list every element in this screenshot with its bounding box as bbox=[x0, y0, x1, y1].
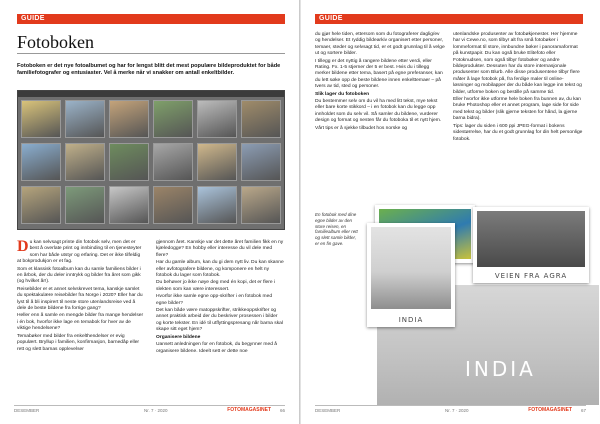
photo-thumbnail[interactable] bbox=[153, 100, 193, 138]
body-paragraph: Uansett anledningen for en fotobok, du begynner med å organisere bildene. Ideelt sett er dette noe bbox=[156, 342, 277, 354]
body-paragraph: Eller hvorfor ikke utforme hele boken fra bunnen av, du kan bruke Photoshop eller et annet program, lage side for side med tekst og bilder (slik gjerne teksten for hånd, la gjerne barna bidra). bbox=[453, 97, 581, 122]
body-column-1 bbox=[17, 240, 145, 354]
photo-thumbnail[interactable] bbox=[109, 143, 149, 181]
body-paragraph: Tips: lager du siden i 600 ppi JPEG-format i bokens sidestørrelse, har du et godt grunnlag for din helt personlige fotobok. bbox=[453, 123, 583, 142]
body-paragraph: gjennom året. Kanskje var det dette året familien fikk en ny kjæledogge? En hobby eller interesse du vil dele med flere? bbox=[156, 240, 284, 258]
subheading: Organisere bildene bbox=[156, 334, 201, 340]
body-paragraph: I tillegg er det nyttig å rangere bildene etter verdi, eller Rating. Fx. 1-5 stjerner der 5 er best. Hvis du i tillegg merker bildene etter tema, basert på egne preferanser, kan du lett søke opp de beste bildene innen enkelttemaer – på tvers av tid, sted og personer. bbox=[315, 58, 443, 90]
page-number: 66 bbox=[279, 408, 285, 413]
subheading: Slik lager du fotoboken bbox=[315, 91, 370, 97]
body-paragraph: Du bestemmer selv om du vil ha med litt tekst, mye tekst eller bare korte stikkord – i en fotobok kan du legge opp innholdet som du selv vil. Så samler du bildene, vurderer design og format og nesten får du fotoboka til et nytt hjem. bbox=[315, 99, 442, 124]
thumbnail-grid bbox=[21, 100, 281, 224]
footer-issue: Nr. 7 · 2020 bbox=[144, 408, 168, 413]
drop-cap: D bbox=[17, 238, 29, 255]
photo-caption-india: INDIA bbox=[398, 316, 424, 324]
body-paragraph: Du behøver jo ikke nøye deg med én kopi, det er flere i slekten som kan være interessert. bbox=[156, 280, 276, 292]
photo-thumbnail[interactable] bbox=[21, 186, 61, 224]
photo-caption-agra: VEIEN FRA AGRA bbox=[494, 272, 568, 280]
section-bar: GUIDE bbox=[17, 14, 285, 24]
body-paragraph: Det kan både være matoppskrifter, strikkeoppskrifter og annet praktisk arbeid der du beskriver prosessen i bilder og korte tekster. En idé til utflyttingspresang når barna skal skape sitt eget hjem? bbox=[156, 308, 283, 333]
body-paragraph: Som et klassisk fotoalbum kan du samle familiens bilder i en årbok, der du deler inntrykk og bilder fra året som gikk (og hvilket år!). bbox=[17, 266, 141, 285]
photo-library-screenshot bbox=[17, 90, 285, 230]
body-paragraph: du gjør hele tiden, ettersom som du fotograferer daglig/ev og hendelser. Et ryddig bildearkiv organisert etter personer, temaer, steder og selvsagt tid, er et godt grunnlag til å velge ut og sortere bilder. bbox=[315, 32, 445, 57]
photo-thumbnail[interactable] bbox=[197, 186, 237, 224]
taj-mahal-photo bbox=[367, 223, 455, 327]
footer-month: DESEMBER bbox=[14, 408, 40, 413]
photo-thumbnail[interactable] bbox=[65, 143, 105, 181]
photo-thumbnail[interactable] bbox=[21, 100, 61, 138]
body-paragraph: Heller enn å samle en mengde bilder fra mange hendelser i én bok, hvorfor ikke lage en temabok for hver av de viktige hendelsene? bbox=[17, 313, 144, 332]
agra-road-image bbox=[477, 211, 585, 267]
photo-thumbnail[interactable] bbox=[21, 143, 61, 181]
photo-thumbnail[interactable] bbox=[109, 100, 149, 138]
section-bar: GUIDE bbox=[315, 14, 583, 24]
magazine-logo: FOTOMAGASINET bbox=[227, 407, 271, 413]
body-paragraph: Hvorfor ikke samle egne opp-skrifter i en fotobok med egne bilder? bbox=[156, 294, 273, 306]
photo-thumbnail[interactable] bbox=[65, 100, 105, 138]
body-paragraph: Vårt tips er å sjekke tilbudet hos norske og bbox=[315, 125, 408, 131]
photo-thumbnail[interactable] bbox=[109, 186, 149, 224]
library-toolbar bbox=[18, 91, 284, 97]
body-paragraph: Reisebilder er et annet selvskrevet tema, kanskje samlet du spektakulære reisebilder fra Norge i 2020? Eller har du lyst til å bli inspirert til neste store utenlandsreise ved å dele de beste bildene fra forrige gang? bbox=[17, 286, 143, 312]
footer-month: DESEMBER bbox=[315, 408, 341, 413]
title-divider bbox=[17, 53, 285, 54]
photo-thumbnail[interactable] bbox=[241, 186, 281, 224]
photo-thumbnail[interactable] bbox=[241, 100, 281, 138]
taj-mahal-image bbox=[371, 227, 451, 309]
photo-thumbnail[interactable] bbox=[153, 186, 193, 224]
page-footer bbox=[14, 405, 285, 416]
page-footer bbox=[315, 405, 586, 416]
body-paragraph: Du kan selvsagt printe din fotobok selv, men det er best å overlate print og innbinding til en tjenesteyter som har både utstyr og erfaring. Det er ikke tilfeldig at bokprodukjon er et fag. bbox=[17, 238, 142, 265]
article-title: Fotoboken bbox=[17, 32, 95, 52]
body-column-2 bbox=[453, 32, 583, 144]
body-column-2 bbox=[156, 240, 284, 356]
left-page bbox=[0, 0, 299, 424]
photo-thumbnail[interactable] bbox=[197, 100, 237, 138]
photo-thumbnail[interactable] bbox=[241, 143, 281, 181]
body-column-1 bbox=[315, 32, 445, 133]
right-page bbox=[301, 0, 600, 424]
body-paragraph: utenlandske produsenter av fotobøkjenester. Her hjemme har vi Cewe.no, som tilbyr alt fra små fotobøker i lommeformat til store, innbundne bøker i panoramaformat på kunstpapir. Du kan også bruke Elitefoto eller Fotoknudsen, som også tilbyr fotobøker og andre bildeprodukter. Dessuten har du store internasjonale produsenter som Blurb. Alle disse produsentene tilbyr flere måter å lage fotobok på, fra ferdige maler til online-løsninger og mobilapper der du både kan legge inn tekst og bilder, utforme boken og bestille på samme tid. bbox=[453, 32, 582, 95]
image-caption: En fotobok med dine egne bilder av den store reisen, en familiealbum eller rett og slett samle bilder, er en fin gave. bbox=[315, 212, 358, 246]
page-number: 67 bbox=[580, 408, 586, 413]
agra-road-photo bbox=[473, 207, 589, 283]
body-paragraph: Temabøker med bilder fra enkelthendelser er evig populært. Bryllup i familien, konfirmasjon, barnedåp eller rett og slett barnas opplevelser bbox=[17, 333, 140, 352]
photo-thumbnail[interactable] bbox=[153, 143, 193, 181]
photo-thumbnail[interactable] bbox=[197, 143, 237, 181]
magazine-logo: FOTOMAGASINET bbox=[528, 407, 572, 413]
article-lead: Fotoboken er det nye fotoalbumet og har for lengst blitt det mest populære bildeproduktet for både familiefotografer og entusiaster. Vel å merke når vi snakker om antall enkeltbilder. bbox=[17, 63, 281, 77]
india-cover-label: INDIA bbox=[465, 357, 536, 381]
footer-issue: Nr. 7 · 2020 bbox=[445, 408, 469, 413]
body-paragraph: Har du gamle album, kan du gi dem nytt liv. Du kan skanne eller avfotografere bildene, og komponere en helt ny fotobok du lager som fotobok. bbox=[156, 260, 284, 279]
photo-thumbnail[interactable] bbox=[65, 186, 105, 224]
